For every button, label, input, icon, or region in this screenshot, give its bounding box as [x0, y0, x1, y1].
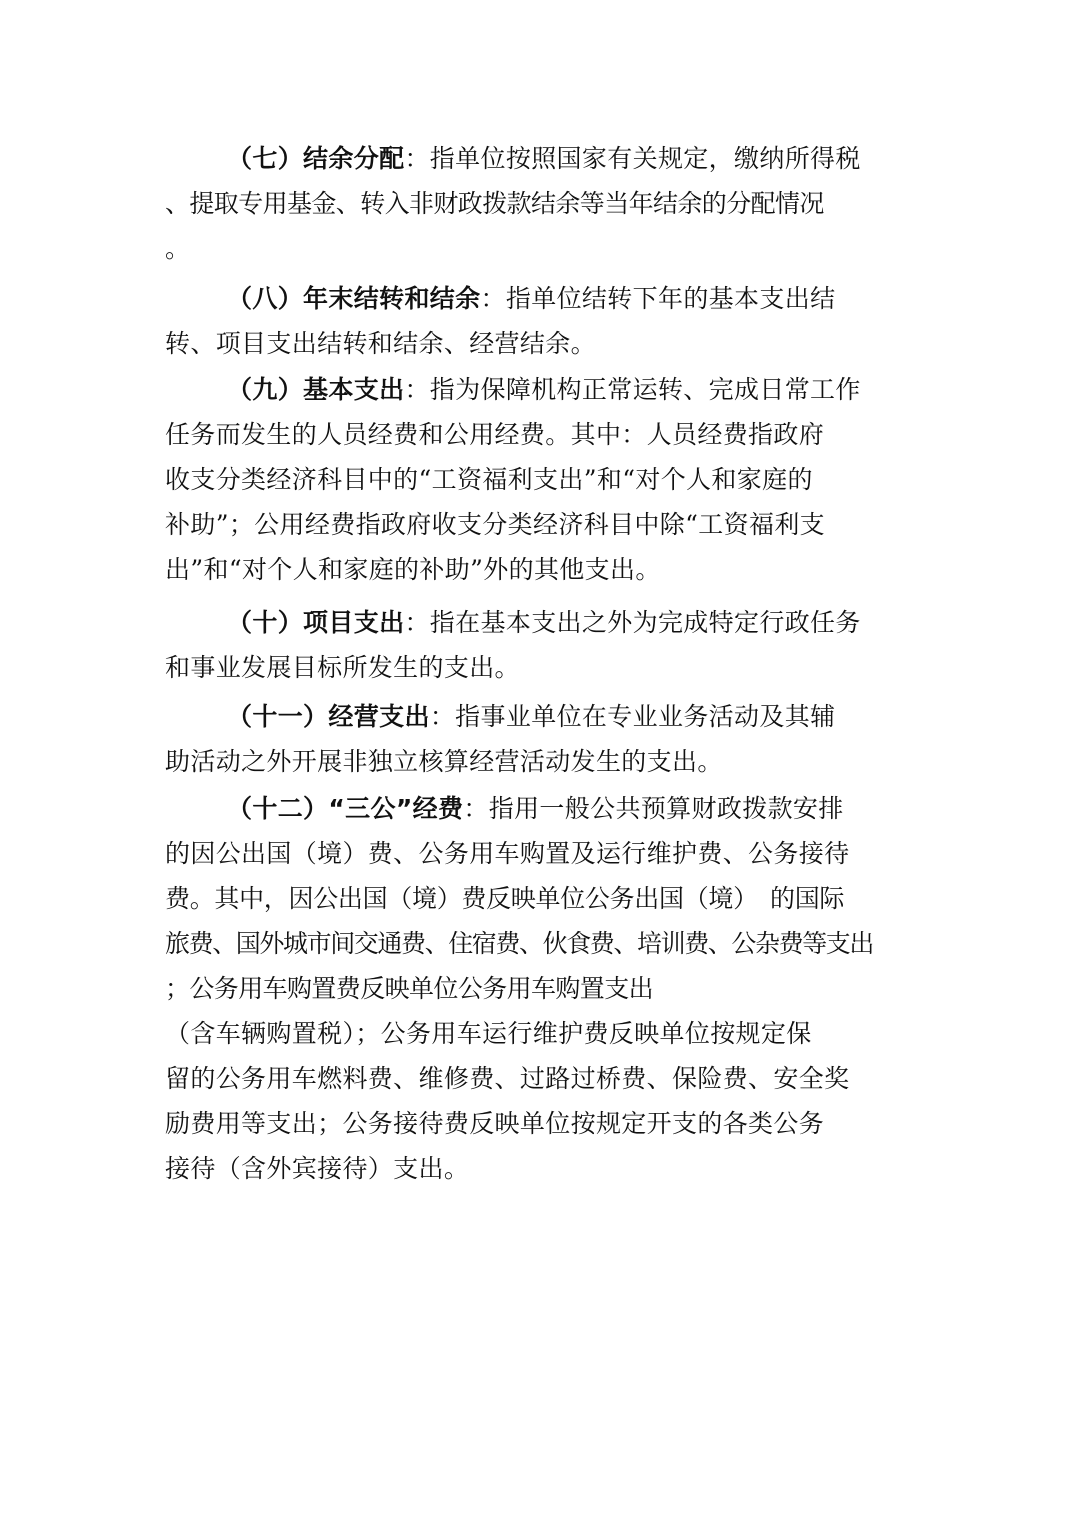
paragraph-line: 费。其中，因公出国（境）费反映单位公务出国（境） 的国际	[165, 884, 845, 913]
term-heading: （十二）“三公”经费	[227, 794, 464, 823]
paragraph-line: 任务而发生的人员经费和公用经费。其中：人员经费指政府	[165, 420, 825, 449]
paragraph-first-line	[165, 786, 925, 831]
paragraph-line: 和事业发展目标所发生的支出。	[165, 653, 520, 682]
paragraph-operating-expenditure	[165, 694, 925, 784]
paragraph-text: ：指事业单位在专业业务活动及其辅	[429, 702, 836, 731]
paragraph-line: 补助”；公用经费指政府收支分类经济科目中除“工资福利支	[165, 510, 826, 539]
paragraph-first-line	[165, 694, 925, 739]
paragraph-surplus-distribution	[165, 136, 925, 271]
paragraph-first-line	[165, 136, 925, 181]
paragraph-line: 接待（含外宾接待）支出。	[165, 1154, 470, 1183]
paragraph-line: 旅费、国外城市间交通费、住宿费、伙食费、培训费、公杂费等支出	[165, 929, 874, 958]
paragraph-text: ：指单位按照国家有关规定，缴纳所得税	[404, 144, 861, 173]
term-heading: （十）项目支出	[227, 608, 405, 637]
term-heading: （八）年末结转和结余	[227, 284, 481, 313]
paragraph-basic-expenditure	[165, 367, 925, 592]
paragraph-line: 、提取专用基金、转入非财政拨款结余等当年结余的分配情况	[165, 189, 824, 218]
paragraph-line: 出”和“对个人和家庭的补助”外的其他支出。	[165, 555, 661, 584]
term-heading: （十一）经营支出	[227, 702, 430, 731]
paragraph-line: 励费用等支出；公务接待费反映单位按规定开支的各类公务	[165, 1109, 825, 1138]
paragraph-text: ：指为保障机构正常运转、完成日常工作	[404, 375, 861, 404]
paragraph-line: （含车辆购置税）；公务用车运行维护费反映单位按规定保	[165, 1019, 812, 1048]
paragraph-three-public-expenses	[165, 786, 925, 1191]
paragraph-text: ：指用一般公共预算财政拨款安排	[463, 794, 844, 823]
paragraph-line: 的因公出国（境）费、公务用车购置及运行维护费、公务接待	[165, 839, 850, 868]
paragraph-line: 转、项目支出结转和结余、经营结余。	[165, 329, 596, 358]
paragraph-project-expenditure	[165, 600, 925, 690]
paragraph-line: 收支分类经济科目中的“工资福利支出”和“对个人和家庭的	[165, 465, 813, 494]
paragraph-text: ：指在基本支出之外为完成特定行政任务	[404, 608, 861, 637]
paragraph-year-end-carryover	[165, 276, 925, 366]
paragraph-text: ：指单位结转下年的基本支出结	[480, 284, 836, 313]
term-heading: （七）结余分配	[227, 144, 405, 173]
paragraph-line: 留的公务用车燃料费、维修费、过路过桥费、保险费、安全奖	[165, 1064, 850, 1093]
paragraph-first-line	[165, 367, 925, 412]
paragraph-first-line	[165, 276, 925, 321]
paragraph-line: ；公务用车购置费反映单位公务用车购置支出	[165, 974, 654, 1003]
paragraph-line: 助活动之外开展非独立核算经营活动发生的支出。	[165, 747, 723, 776]
term-heading: （九）基本支出	[227, 375, 405, 404]
paragraph-first-line	[165, 600, 925, 645]
paragraph-line: 。	[165, 234, 191, 263]
